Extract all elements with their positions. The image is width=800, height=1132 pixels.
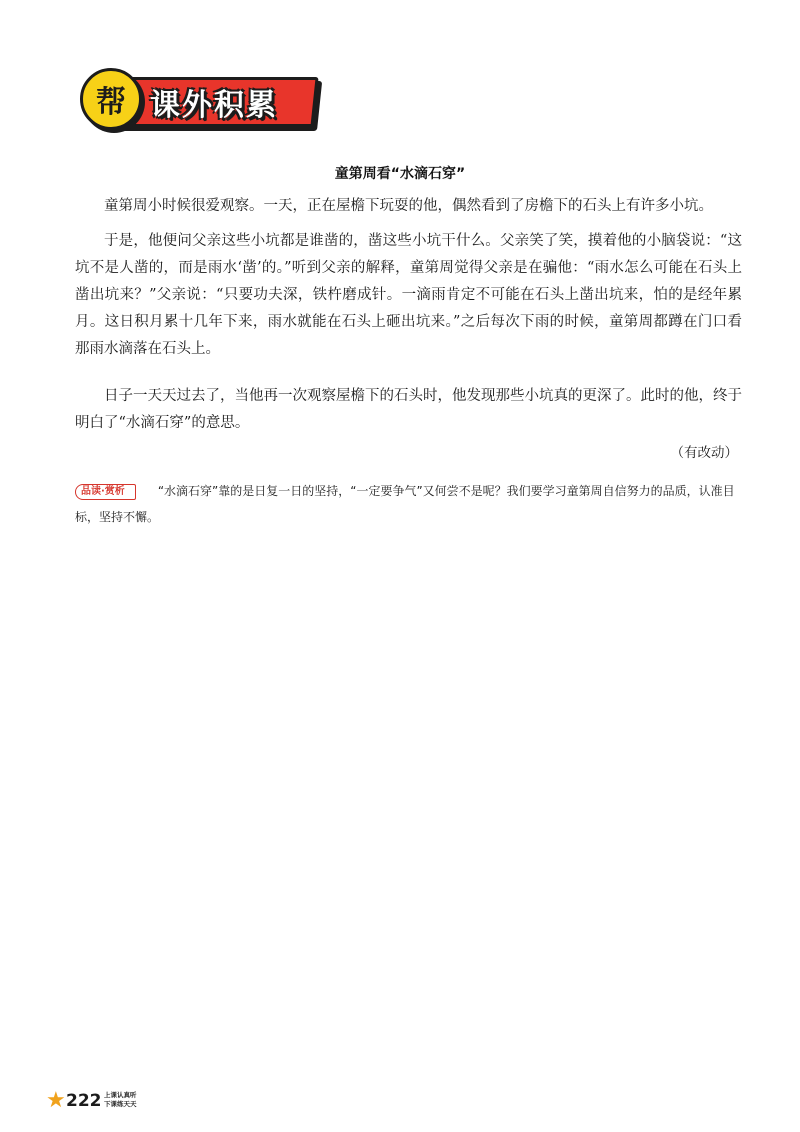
section-badge (80, 68, 316, 130)
star-icon: ★ (46, 1088, 66, 1113)
article-title: 童第周看“水滴石穿” (334, 166, 466, 182)
page-number: 222 (66, 1091, 102, 1111)
badge-char: 帮 (96, 85, 126, 120)
source-note: （有改动） (670, 445, 738, 461)
analysis-section (75, 478, 750, 530)
analysis-tag: 品读·赏析 (75, 484, 136, 500)
article-paragraph: 日子一天天过去了，当他再一次观察屋檐下的石头时，他发现那些小坑真的更深了。此时的他，终于明白了“水滴石穿”的意思。 (75, 388, 742, 431)
page-footer (46, 1089, 186, 1117)
section-title: 课外积累 (150, 88, 278, 123)
footer-slogan: 上课认真听 下课练天天 (104, 1091, 137, 1108)
article-paragraph: 童第周小时候很爱观察。一天，正在屋檐下玩耍的他，偶然看到了房檐下的石头上有许多小坑。 (104, 198, 713, 214)
analysis-text: “水滴石穿”靠的是日复一日的坚持，“一定要争气”又何尝不是呢？我们要学习童第周自信努力的品质，认准目标，坚持不懈。 (75, 484, 735, 524)
article-paragraph: 于是，他便问父亲这些小坑都是谁凿的，凿这些小坑干什么。父亲笑了笑，摸着他的小脑袋说：“这坑不是人凿的，而是雨水‘凿’的。”听到父亲的解释，童第周觉得父亲是在骗他：“雨水怎么可能在石头上凿出坑来？”父亲说：“只要功夫深，铁杵磨成针。一滴雨肯定不可能在石头上凿出坑来，怕的是经年累月。这日积月累十几年下来，雨水就能在石头上砸出坑来。”之后每次下雨的时候，童第周都蹲在门口看那雨水滴落在石头上。 (75, 233, 742, 357)
